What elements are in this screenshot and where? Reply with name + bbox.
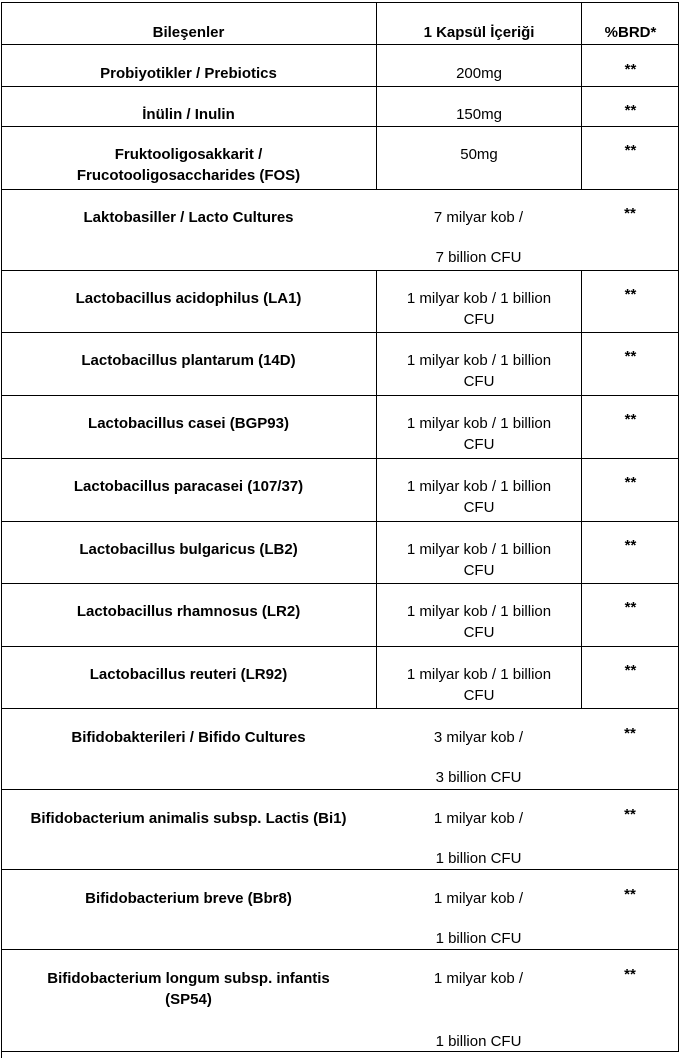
row-name: Lactobacillus bulgaricus (LB2) [79, 541, 298, 558]
row-amount [376, 950, 581, 1051]
row-amount [376, 790, 581, 869]
table-row [1, 395, 679, 458]
header-capsule-content: 1 Kapsül İçeriği [376, 3, 581, 44]
row-amount-line-2: 1 billion CFU [435, 850, 522, 867]
row-amount-line-1: 1 milyar kob / 1 billion [406, 352, 552, 369]
row-rda: ** [624, 725, 636, 742]
row-name: Lactobacillus rhamnosus (LR2) [76, 603, 301, 620]
row-rda: ** [624, 806, 636, 823]
row-amount [376, 522, 581, 583]
page-edge-mark [1, 1052, 2, 1058]
table-row [1, 332, 679, 395]
row-rda: ** [581, 584, 679, 646]
row-name: Lactobacillus plantarum (14D) [81, 352, 296, 369]
table-row [1, 189, 679, 270]
row-rda: ** [581, 271, 679, 332]
row-amount-line-1: 1 milyar kob / [433, 810, 524, 827]
row-amount-line-1: 1 milyar kob / 1 billion [406, 415, 552, 432]
row-amount: 50mg [376, 127, 581, 189]
row-amount-line-1: 1 milyar kob / 1 billion [406, 478, 552, 495]
row-amount-line-1: 1 milyar kob / [433, 970, 524, 987]
row-amount-line-2: CFU [463, 687, 495, 704]
row-name [1, 127, 376, 189]
row-amount-line-2: CFU [463, 624, 495, 641]
table-row [1, 789, 679, 869]
table-row [1, 646, 679, 708]
row-amount [376, 647, 581, 708]
row-amount-line-1: 7 milyar kob / [433, 209, 524, 226]
header-components: Bileşenler [152, 24, 225, 41]
row-rda: ** [581, 647, 679, 708]
row-amount-line-2: CFU [463, 499, 495, 516]
row-name: İnülin / Inulin [142, 106, 235, 123]
row-amount: 200mg [376, 45, 581, 86]
table-row [1, 86, 679, 126]
row-amount [376, 584, 581, 646]
table-row [1, 949, 679, 1052]
row-name [1, 950, 376, 1051]
header-rda: %BRD* [581, 3, 679, 44]
row-rda: ** [624, 205, 636, 222]
table-row [1, 583, 679, 646]
row-name: Probiyotikler / Prebiotics [100, 65, 277, 82]
table-row [1, 521, 679, 583]
row-amount-line-1: 1 milyar kob / 1 billion [406, 541, 552, 558]
row-name: Bifidobacterium breve (Bbr8) [85, 890, 292, 907]
row-amount [376, 870, 581, 949]
row-rda: ** [624, 966, 636, 983]
row-amount [376, 333, 581, 395]
row-name: Lactobacillus reuteri (LR92) [89, 666, 288, 683]
row-amount-line-2: 1 billion CFU [435, 1033, 522, 1050]
row-rda: ** [581, 459, 679, 521]
row-name: Lactobacillus casei (BGP93) [88, 415, 289, 432]
row-rda: ** [624, 886, 636, 903]
row-amount [376, 190, 581, 270]
ingredients-table [1, 2, 679, 1052]
table-row [1, 44, 679, 86]
row-rda: ** [581, 87, 679, 126]
row-name-line-2: Frucotooligosaccharides (FOS) [76, 167, 301, 184]
row-amount [376, 271, 581, 332]
row-amount-line-1: 3 milyar kob / [433, 729, 524, 746]
row-amount-line-2: CFU [463, 373, 495, 390]
table-header-row [1, 2, 679, 44]
row-amount-line-1: 1 milyar kob / 1 billion [406, 603, 552, 620]
row-amount-line-1: 1 milyar kob / 1 billion [406, 290, 552, 307]
table-row [1, 458, 679, 521]
row-amount-line-2: 7 billion CFU [435, 249, 522, 266]
row-amount-line-1: 1 milyar kob / 1 billion [406, 666, 552, 683]
row-name-line-2: (SP54) [165, 991, 212, 1008]
row-name: Lactobacillus acidophilus (LA1) [75, 290, 302, 307]
row-name: Lactobacillus paracasei (107/37) [73, 478, 304, 495]
row-rda: ** [581, 522, 679, 583]
row-name: Laktobasiller / Lacto Cultures [83, 209, 294, 226]
row-amount-line-1: 1 milyar kob / [433, 890, 524, 907]
row-amount [376, 709, 581, 789]
table-row [1, 708, 679, 789]
row-name-line-1: Fruktooligosakkarit / [114, 146, 263, 163]
table-row [1, 869, 679, 949]
row-rda: ** [581, 127, 679, 189]
row-amount-line-2: 1 billion CFU [435, 930, 522, 947]
row-amount-line-2: CFU [463, 311, 495, 328]
row-amount-line-2: CFU [463, 562, 495, 579]
row-name: Bifidobakterileri / Bifido Cultures [71, 729, 306, 746]
row-name: Bifidobacterium animalis subsp. Lactis (Bi1) [30, 810, 347, 827]
row-rda: ** [581, 396, 679, 458]
row-amount [376, 459, 581, 521]
row-amount [376, 396, 581, 458]
row-amount-line-2: CFU [463, 436, 495, 453]
table-row [1, 270, 679, 332]
row-amount-line-2: 3 billion CFU [435, 769, 522, 786]
row-name-line-1: Bifidobacterium longum subsp. infantis [47, 970, 330, 987]
row-amount: 150mg [376, 87, 581, 126]
row-rda: ** [581, 333, 679, 395]
table-row [1, 126, 679, 189]
row-rda: ** [581, 45, 679, 86]
